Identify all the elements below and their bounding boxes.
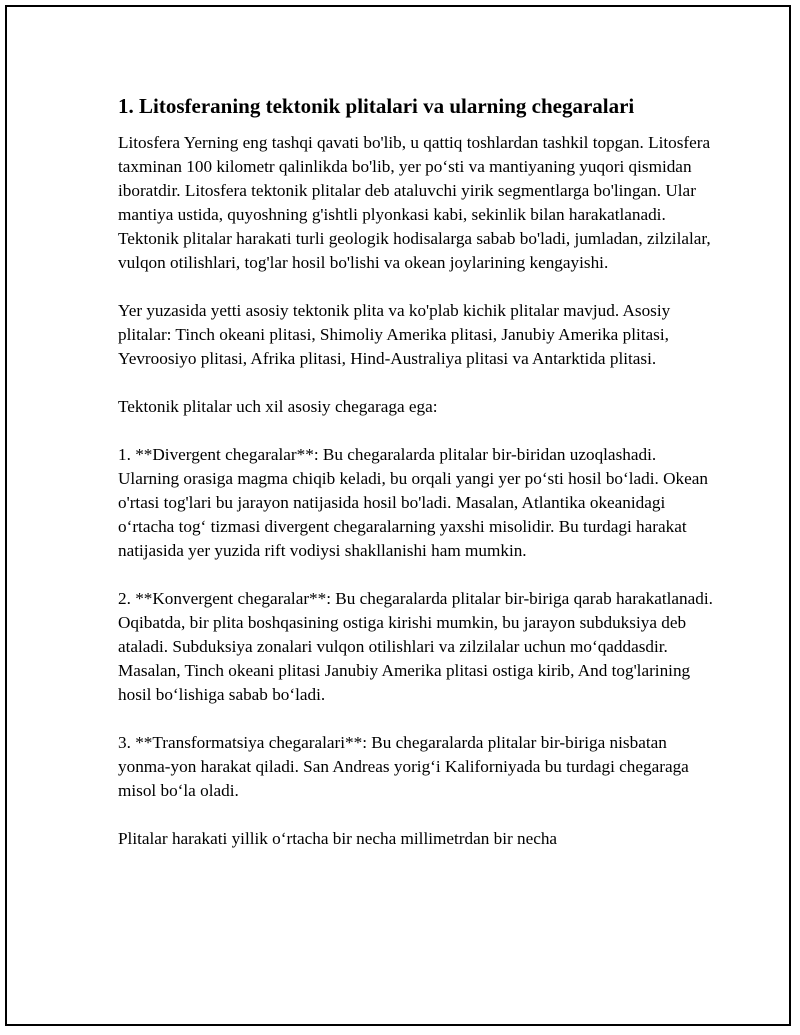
paragraph-lithosphere-intro: Litosfera Yerning eng tashqi qavati bo'lib, u qattiq toshlardan tashkil topgan. Litosfera taxminan 100 kilometr qalinlikda bo'lib, yer po‘sti va mantiyaning yuqori qismidan iboratdir. Litosfera tektonik plitalar deb ataluvchi yirik segmentlarga bo'lingan. Ular mantiya ustida, quyoshning g'ishtli plyonkasi kabi, sekinlik bilan harakatlanadi. Tektonik plitalar harakati turli geologik hodisalarga sabab bo'ladi, jumladan, zilzilalar, vulqon otilishlari, tog'lar hosil bo'lishi va okean joylarining kengayishi. — [118, 133, 711, 272]
paragraph-convergent: 2. **Konvergent chegaralar**: Bu chegaralarda plitalar bir-biriga qarab harakatlanadi. Oqibatda, bir plita boshqasining ostiga kirishi mumkin, bu jarayon subduksiya deb ataladi. Subduksiya zonalari vulqon otilishlari va zilzilalar uchun mo‘qaddasdir. Masalan, Tinch okeani plitasi Janubiy Amerika plitasi ostiga kirib, And tog'larining hosil bo‘lishiga sabab bo‘ladi. — [118, 589, 713, 704]
paragraph-major-plates: Yer yuzasida yetti asosiy tektonik plita va ko'plab kichik plitalar mavjud. Asosiy plitalar: Tinch okeani plitasi, Shimoliy Amerika plitasi, Janubiy Amerika plitasi, Yevroosiyo plitasi, Afrika plitasi, Hind-Australiya plitasi va Antarktida plitasi. — [118, 301, 671, 368]
paragraph-boundary-types: Tektonik plitalar uch xil asosiy chegaraga ega: — [118, 397, 438, 416]
section-heading: 1. Litosferaning tektonik plitalari va ularning chegaralari — [118, 94, 635, 118]
paragraph-transform: 3. **Transformatsiya chegaralari**: Bu chegaralarda plitalar bir-biriga nisbatan yonma-yon harakat qiladi. San Andreas yorig‘i Kaliforniyada bu turdagi chegaraga misol bo‘la oladi. — [118, 733, 689, 800]
paragraph-divergent: 1. **Divergent chegaralar**: Bu chegaralarda plitalar bir-biridan uzoqlashadi. Ularning orasiga magma chiqib keladi, bu orqali yangi yer po‘sti hosil bo‘ladi. Okean o'rtasi tog'lari bu jarayon natijasida hosil bo'ladi. Masalan, Atlantika okeanidagi o‘rtacha tog‘ tizmasi divergent chegaralarning yaxshi misolidir. Bu turdagi harakat natijasida yer yuzida rift vodiysi shakllanishi ham mumkin. — [118, 445, 708, 560]
document-body — [118, 93, 718, 875]
paragraph-plate-speed: Plitalar harakati yillik o‘rtacha bir necha millimetrdan bir necha — [118, 829, 558, 848]
